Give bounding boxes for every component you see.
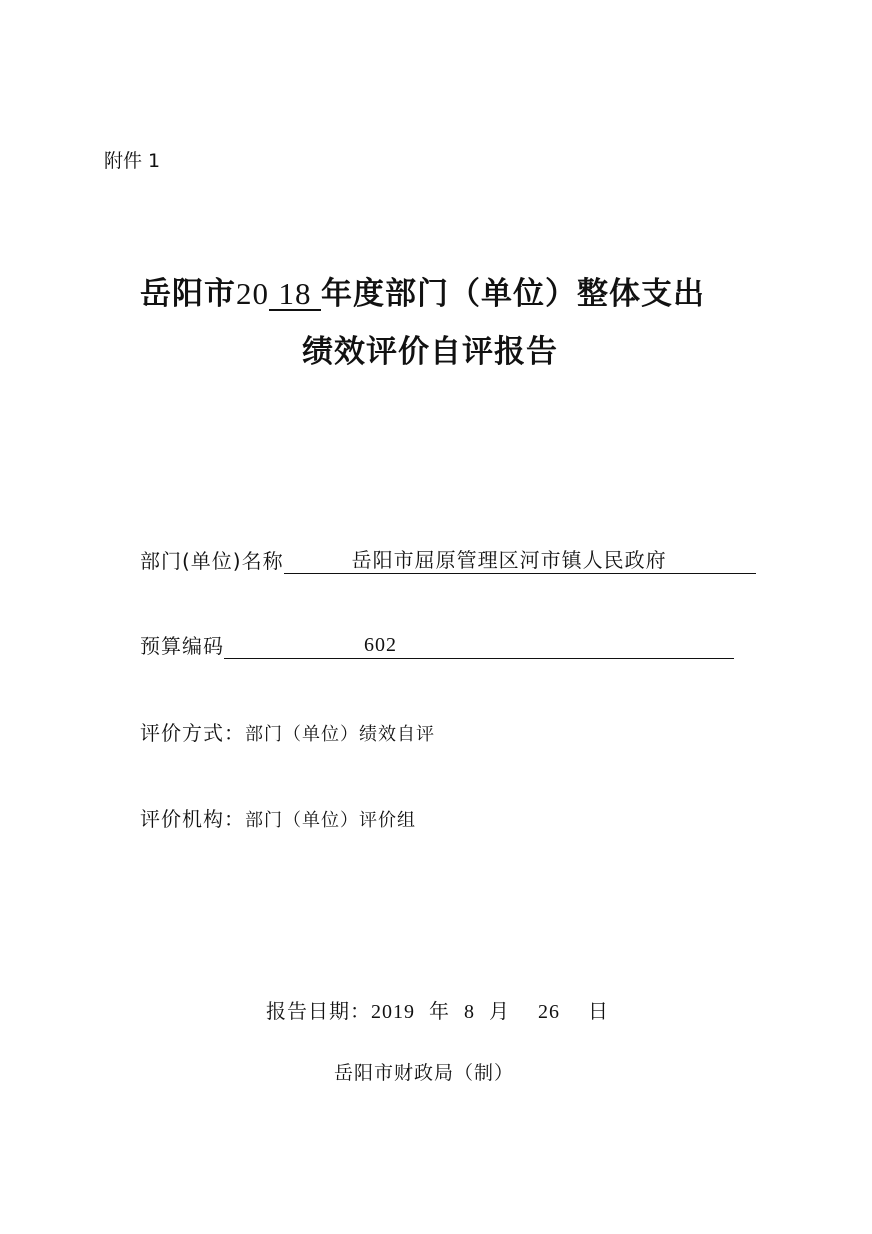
evaluation-method-row [140, 717, 435, 746]
report-title-line2: 绩效评价自评报告 [302, 334, 558, 370]
title-city: 岳阳市 [140, 276, 236, 312]
evaluation-org-value: 部门（单位）评价组 [245, 810, 416, 831]
evaluation-method-value: 部门（单位）绩效自评 [245, 724, 435, 745]
title-year-suffix: 18 [269, 279, 321, 311]
report-date-month-unit: 月 [489, 999, 510, 1023]
title-year-prefix: 20 [236, 276, 269, 311]
department-label: 部门(单位)名称 [140, 549, 284, 573]
budget-code-row [140, 630, 734, 659]
report-date-year: 2019 [371, 1001, 415, 1023]
budget-code-label: 预算编码 [140, 634, 224, 658]
attachment-label: 附件 1 [104, 150, 161, 172]
title-line1-rest: 年度部门（单位）整体支出 [321, 276, 705, 312]
report-title-line1 [140, 268, 705, 313]
report-date-day-unit: 日 [588, 999, 609, 1023]
department-row [140, 545, 756, 574]
evaluation-org-row [140, 803, 416, 832]
report-date-label: 报告日期： [266, 999, 371, 1023]
report-date-month: 8 [464, 1001, 475, 1023]
department-value: 岳阳市屈原管理区河市镇人民政府 [284, 549, 756, 574]
report-date-year-unit: 年 [429, 999, 450, 1023]
evaluation-method-label: 评价方式： [140, 721, 245, 745]
issuer: 岳阳市财政局（制） [334, 1062, 515, 1084]
report-date-day: 26 [538, 1001, 560, 1023]
evaluation-org-label: 评价机构： [140, 807, 245, 831]
budget-code-value: 602 [224, 634, 734, 659]
report-date-row [266, 995, 609, 1024]
